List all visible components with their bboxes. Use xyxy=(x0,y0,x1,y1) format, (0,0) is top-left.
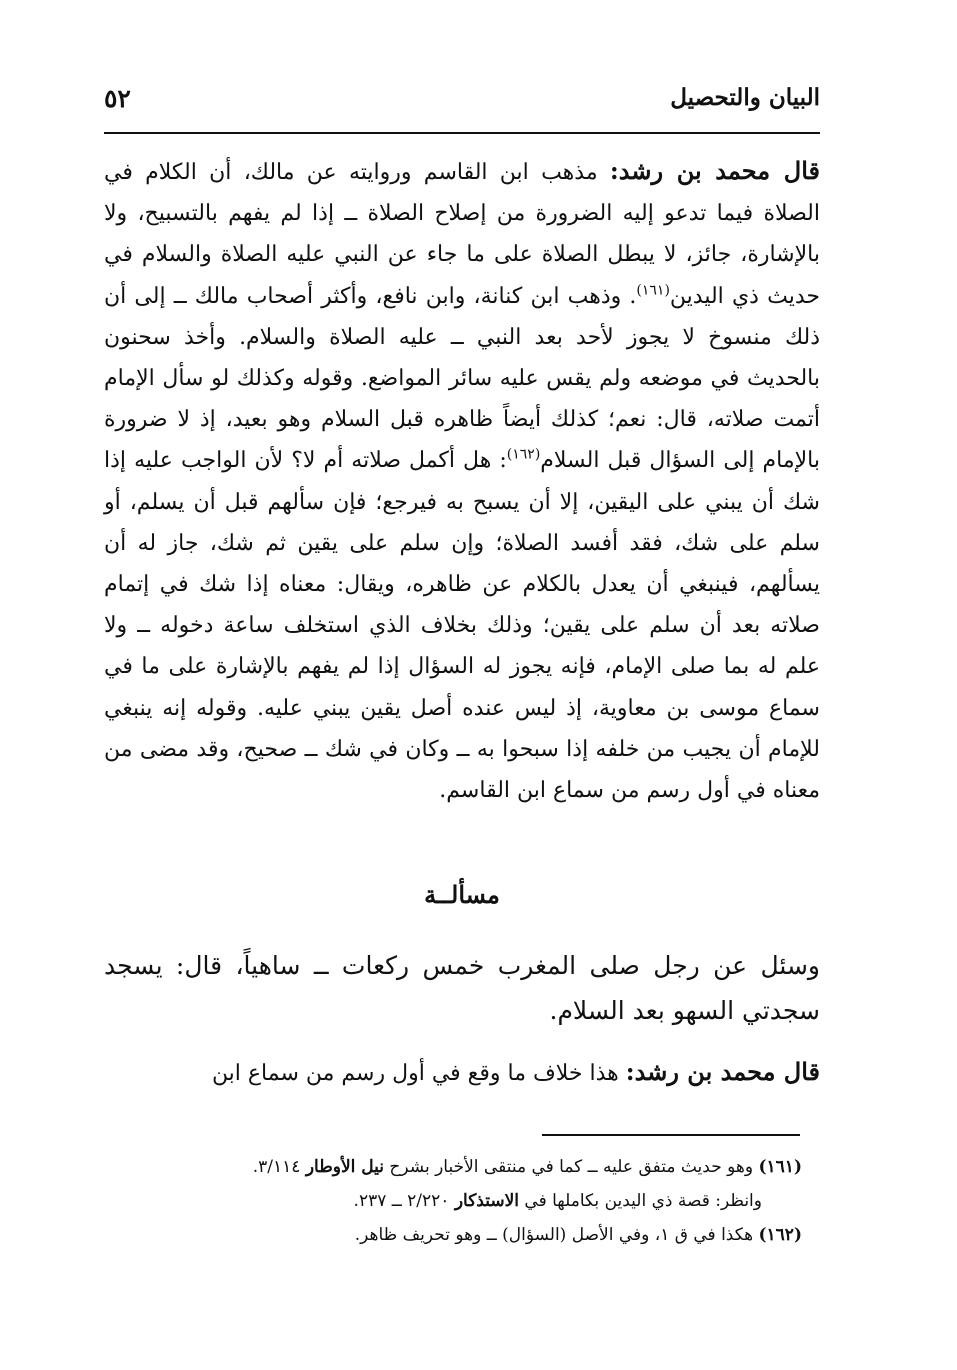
question-paragraph xyxy=(104,943,820,1033)
footnote-text-end: ٣/١١٤. xyxy=(252,1157,306,1177)
paragraph-text-b: . وذهب ابن كنانة، وابن نافع، وأكثر أصحاب مالك ــ إلى أن ذلك منسوخ لا يجوز لأحد بعد النبي ــ عليه الصلاة والسلام. وأخذ سحنون بالحديث في موضعه ولم يقس عليه سائر المواضع. وقوله وكذلك لو سأل الإمام أتمت صلاته، قال: نعم؛ كذلك أيضاً ظاهره قبل السلام وهو بعيد، إذ لا ضرورة بالإمام إلى السؤال قبل السلام xyxy=(104,283,820,474)
book-title: البيان والتحصيل xyxy=(670,84,820,111)
footnote-source: الاستذكار xyxy=(454,1191,520,1211)
main-paragraph xyxy=(104,150,820,811)
footnote-number: (١٦١) xyxy=(758,1157,802,1177)
footnote-ref-162[interactable]: (١٦٢) xyxy=(506,447,541,464)
page-number: ٥٢ xyxy=(104,84,131,113)
footnote-162 xyxy=(104,1218,820,1252)
footnote-161 xyxy=(104,1150,820,1184)
footnote-ref-161[interactable]: (١٦١) xyxy=(636,282,670,299)
running-header xyxy=(104,84,820,124)
paragraph-text-c: : هل أكمل صلاته أم لا؟ لأن الواجب عليه إذا شك أن يبني على اليقين، إلا أن يسبح به فيرجع؛ فإن سألهم قبل أن يسلم، أو سلم على شك، فقد أفسد الصلاة؛ وإن سلم على يقين ثم شك، جاز له أن يسألهم، فينبغي أن يعدل بالكلام عن ظاهره، ويقال: معناه إذا شك في إتمام صلاته بعد أن سلم على يقين؛ وذلك بخلاف الذي استخلف ساعة دخوله ــ ولا علم له بما صلى الإمام، فإنه يجوز له السؤال إذا لم يفهم بالإشارة على ما في سماع موسى بن معاوية، إذ ليس عنده أصل يقين يبني عليه. وقوله إنه ينبغي للإمام أن يجيب من خلفه إذا سبحوا به ــ وكان في شك ــ صحيح، وقد مضى من معناه في أول رسم من سماع ابن القاسم. xyxy=(104,448,820,804)
section-heading: مسألــة xyxy=(424,880,500,909)
footnote-divider xyxy=(542,1134,800,1136)
footnote-text: وهو حديث متفق عليه ــ كما في منتقى الأخبار بشرح xyxy=(384,1157,759,1177)
footnote-text: هكذا في ق ١، وفي الأصل (السؤال) ــ وهو تحريف ظاهر. xyxy=(354,1225,759,1245)
question-text: وسئل عن رجل صلى المغرب خمس ركعات ــ ساهياً، قال: يسجد سجدتي السهو بعد السلام. xyxy=(104,951,820,1025)
footnote-number: (١٦٢) xyxy=(758,1225,802,1245)
footnote-source: نيل الأوطار xyxy=(305,1157,385,1177)
paragraph-text-a: مذهب ابن القاسم وروايته عن مالك، أن الكلام في الصلاة فيما تدعو إليه الضرورة من إصلاح الصلاة ــ إذا لم يفهم بالتسبيح، ولا بالإشارة، جائز، لا يبطل الصلاة على ما جاء عن النبي عليه الصلاة والسلام في حديث ذي اليدين xyxy=(104,160,821,309)
header-divider xyxy=(104,132,820,134)
footnotes xyxy=(104,1150,820,1252)
commentary-paragraph xyxy=(104,1052,820,1094)
footnote-text: وانظر: قصة ذي اليدين بكاملها في xyxy=(519,1191,762,1211)
commentary-text: هذا خلاف ما وقع في أول رسم من سماع ابن xyxy=(211,1061,626,1086)
speaker-lead-2: قال محمد بن رشد: xyxy=(625,1057,820,1086)
footnote-161-continued xyxy=(104,1184,820,1218)
footnote-text-end: ٢/٢٢٠ ــ ٢٣٧. xyxy=(353,1191,455,1211)
speaker-lead: قال محمد بن رشد: xyxy=(609,156,820,185)
